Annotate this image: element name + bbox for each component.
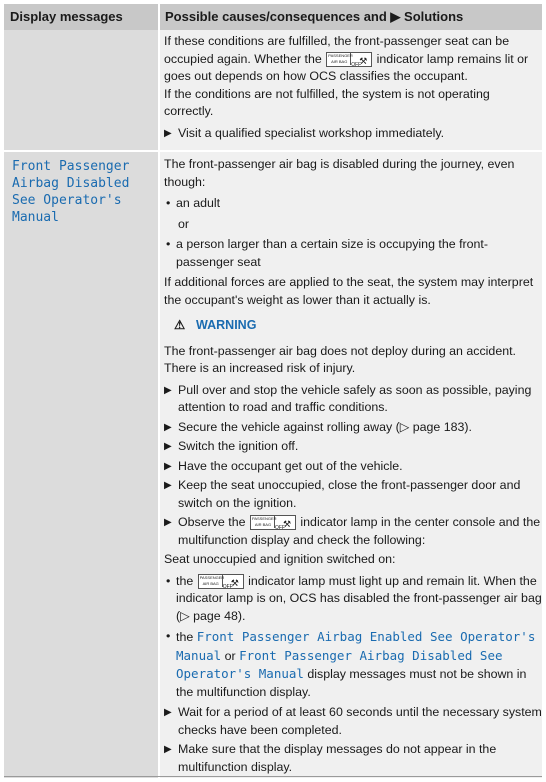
- warning-triangle-icon: ⚠: [174, 318, 186, 332]
- warning-text-2: There is an increased risk of injury.: [164, 361, 356, 375]
- row2-bullet-adult: • an adult: [164, 195, 542, 213]
- check-lamp-lit: • the PASSENGER AIR BAG OFF ⚒ indicator lamp must light up and remain lit. When the indicator lamp is on, OCS has disabled the front-passenger air bag (▷ page 48).: [164, 573, 542, 626]
- action-occupant-out: ▶ Have the occupant get out of the vehicle.: [164, 458, 542, 476]
- passenger-airbag-off-icon: PASSENGER AIR BAG OFF ⚒: [326, 52, 372, 67]
- display-message-front-passenger-airbag-disabled: Front Passenger Airbag Disabled See Operator's Manual: [12, 159, 130, 225]
- row2-paragraph-1: The front-passenger air bag is disabled during the journey, even though:: [164, 157, 515, 189]
- header-causes-solutions: Possible causes/consequences and ▶ Solutions: [165, 9, 464, 24]
- warning-text-1: The front-passenger air bag does not deploy during an accident.: [164, 343, 516, 358]
- display-message-column: [4, 30, 158, 778]
- passenger-airbag-off-icon: PASSENGER AIR BAG OFF ⚒: [250, 515, 296, 530]
- action-pull-over: ▶ Pull over and stop the vehicle safely as soon as possible, paying attention to road and traffic conditions.: [164, 382, 542, 417]
- row2-paragraph-3: Seat unoccupied and ignition switched on:: [164, 552, 396, 566]
- row2-paragraph-2: If additional forces are applied to the seat, the system may interpret the occupant's weight as lower than it actually is.: [164, 275, 534, 307]
- action-check-messages: ▶ Make sure that the display messages do not appear in the multifunction display.: [164, 741, 542, 776]
- action-wait-60-seconds: ▶ Wait for a period of at least 60 seconds until the necessary system checks have been completed.: [164, 704, 542, 739]
- row2-bullet-larger-person: • a person larger than a certain size is occupying the front-passenger seat: [164, 236, 542, 271]
- causes-content: [164, 33, 542, 778]
- row1-paragraph-2: If the conditions are not fulfilled, the system is not operating correctly.: [164, 86, 490, 118]
- passenger-airbag-off-icon: PASSENGER AIR BAG OFF ⚒: [198, 574, 244, 589]
- row1-paragraph-1: If these conditions are fulfilled, the front-passenger seat can be occupied again. Whether the PASSENGER AIR BAG OFF ⚒ indicator lamp remains lit or goes out depends on how OCS classifies the occupant.: [164, 34, 529, 83]
- action-secure-vehicle: ▶ Secure the vehicle against rolling away (▷ page 183).: [164, 419, 542, 437]
- action-keep-seat-unoccupied: ▶ Keep the seat unoccupied, close the front-passenger door and switch on the ignition.: [164, 477, 542, 512]
- table-header: [4, 4, 542, 30]
- warning-heading: ⚠ WARNING: [174, 317, 542, 335]
- row1-action: ▶ Visit a qualified specialist workshop immediately.: [164, 125, 542, 143]
- header-divider: [158, 4, 160, 30]
- display-messages-table: [4, 4, 542, 778]
- check-messages-not-shown: • the Front Passenger Airbag Enabled See Operator's Manual or Front Passenger Airbag Disabled See Operator's Manual display messages must not be shown in the multifunction display.: [164, 628, 542, 701]
- row2-or: or: [178, 216, 190, 231]
- action-ignition-off: ▶ Switch the ignition off.: [164, 438, 542, 456]
- header-display-messages: Display messages: [10, 9, 123, 24]
- action-observe-lamp: ▶ Observe the PASSENGER AIR BAG OFF ⚒ indicator lamp in the center console and the multifunction display and check the following:: [164, 514, 542, 549]
